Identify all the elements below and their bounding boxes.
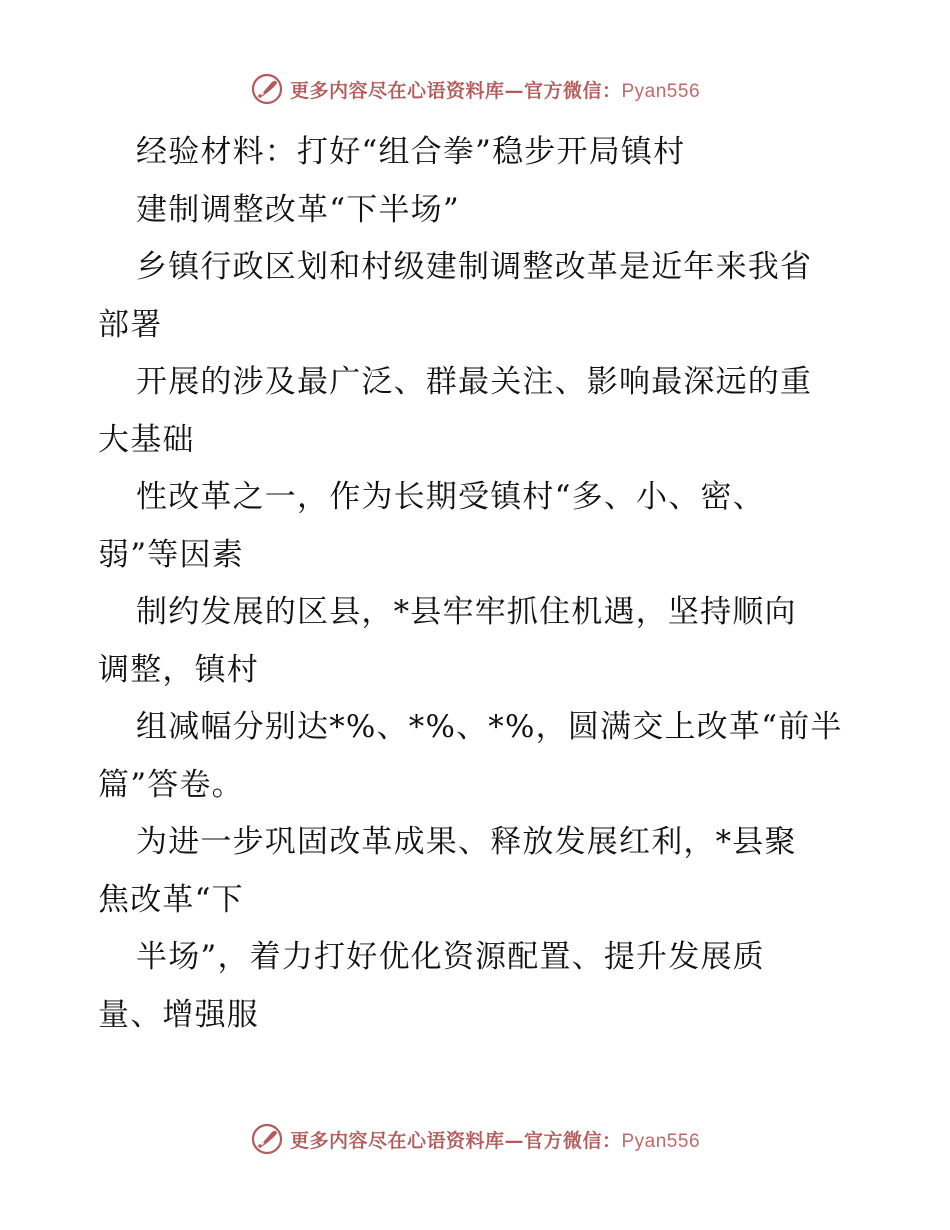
paragraph-line: 建制调整改革“下半场” [136, 191, 460, 228]
paragraph-continuation-line: 部署 [98, 306, 163, 343]
paragraph-line: 乡镇行政区划和村级建制调整改革是近年来我省 [136, 249, 813, 285]
watermark-text: 更多内容尽在心语资料库—官方微信：Pyan556 [289, 79, 701, 102]
paragraph-continuation-line: 大基础 [98, 421, 195, 458]
paragraph-continuation-line: 量、增强服 [98, 996, 259, 1033]
paragraph-line: 开展的涉及最广泛、群最关注、影响最深远的重 [136, 364, 813, 400]
footer-watermark [0, 1122, 950, 1156]
document-body [98, 124, 858, 1044]
paragraph-line: 性改革之一，作为长期受镇村“多、小、密、 [136, 479, 765, 515]
header-watermark [0, 72, 950, 106]
paragraph-continuation-line: 调整，镇村 [98, 651, 259, 688]
watermark-account: Pyan556 [621, 80, 701, 102]
watermark-text: 更多内容尽在心语资料库—官方微信：Pyan556 [289, 1129, 701, 1152]
quill-pen-seal-icon [250, 1122, 284, 1156]
paragraph-line: 制约发展的区县，*县牢牢抓住机遇，坚持顺向 [136, 594, 797, 630]
quill-pen-seal-icon [250, 72, 284, 106]
paragraph-line: 半场”，着力打好优化资源配置、提升发展质 [136, 939, 765, 975]
paragraph-line: 组减幅分别达*%、*%、*%，圆满交上改革“前半 [136, 709, 843, 745]
paragraph-line: 为进一步巩固改革成果、释放发展红利，*县聚 [136, 824, 797, 860]
paragraph-line: 经验材料：打好“组合拳”稳步开局镇村 [136, 134, 686, 170]
paragraph-continuation-line: 弱”等因素 [98, 536, 244, 573]
watermark-account: Pyan556 [621, 1130, 701, 1152]
paragraph-continuation-line: 焦改革“下 [98, 881, 244, 918]
paragraph-continuation-line: 篇”答卷。 [98, 766, 244, 803]
